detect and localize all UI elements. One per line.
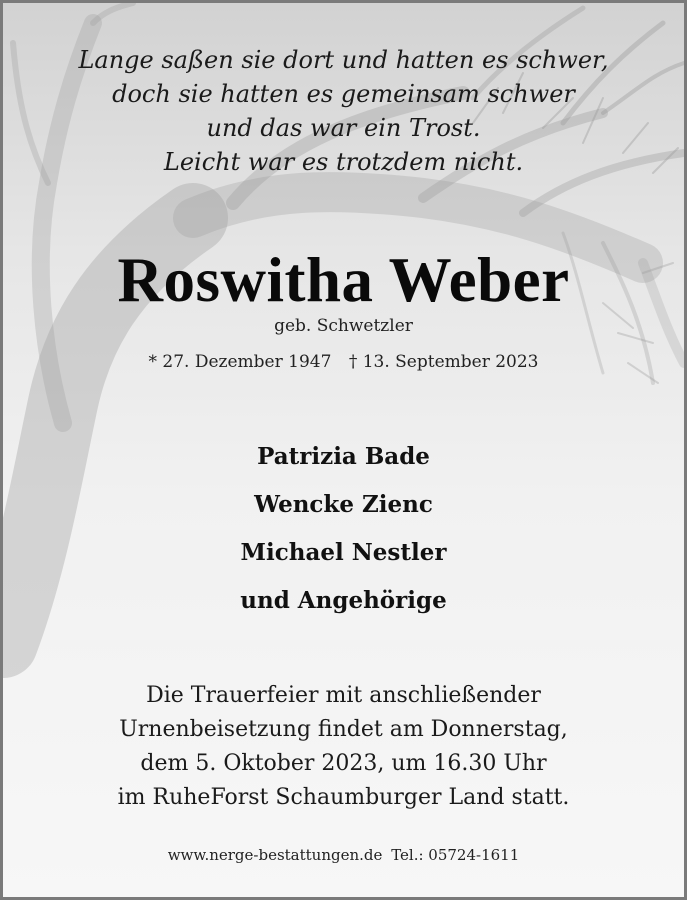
service-line: im RuheForst Schaumburger Land statt. xyxy=(117,785,570,810)
mourner-name: Michael Nestler xyxy=(240,539,447,566)
birth-name: geb. Schwetzler xyxy=(274,316,413,336)
mourners-list xyxy=(3,437,684,629)
mourner-name: und Angehörige xyxy=(240,587,447,614)
poem-line: und das war ein Trost. xyxy=(206,114,481,142)
phone-number: Tel.: 05724-1611 xyxy=(391,846,520,864)
deceased-name: Roswitha Weber xyxy=(117,245,570,315)
service-line: Urnenbeisetzung findet am Donnerstag, xyxy=(119,717,568,742)
funeral-home-contact xyxy=(3,844,684,866)
mourner-name: Patrizia Bade xyxy=(257,443,430,470)
poem-line: Lange saßen sie dort und hatten es schwer, xyxy=(78,46,609,74)
death-date: † 13. September 2023 xyxy=(348,352,539,372)
mourner-name: Wencke Zienc xyxy=(254,491,433,518)
website-link[interactable]: www.nerge-bestattungen.de xyxy=(167,846,383,864)
birth-date: * 27. Dezember 1947 xyxy=(148,352,332,372)
poem-line: Leicht war es trotzdem nicht. xyxy=(163,148,524,176)
funeral-service-info xyxy=(3,679,684,815)
life-dates xyxy=(3,350,684,374)
poem xyxy=(3,43,684,179)
service-line: dem 5. Oktober 2023, um 16.30 Uhr xyxy=(140,751,547,776)
service-line: Die Trauerfeier mit anschließender xyxy=(146,683,541,708)
poem-line: doch sie hatten es gemeinsam schwer xyxy=(112,80,575,108)
